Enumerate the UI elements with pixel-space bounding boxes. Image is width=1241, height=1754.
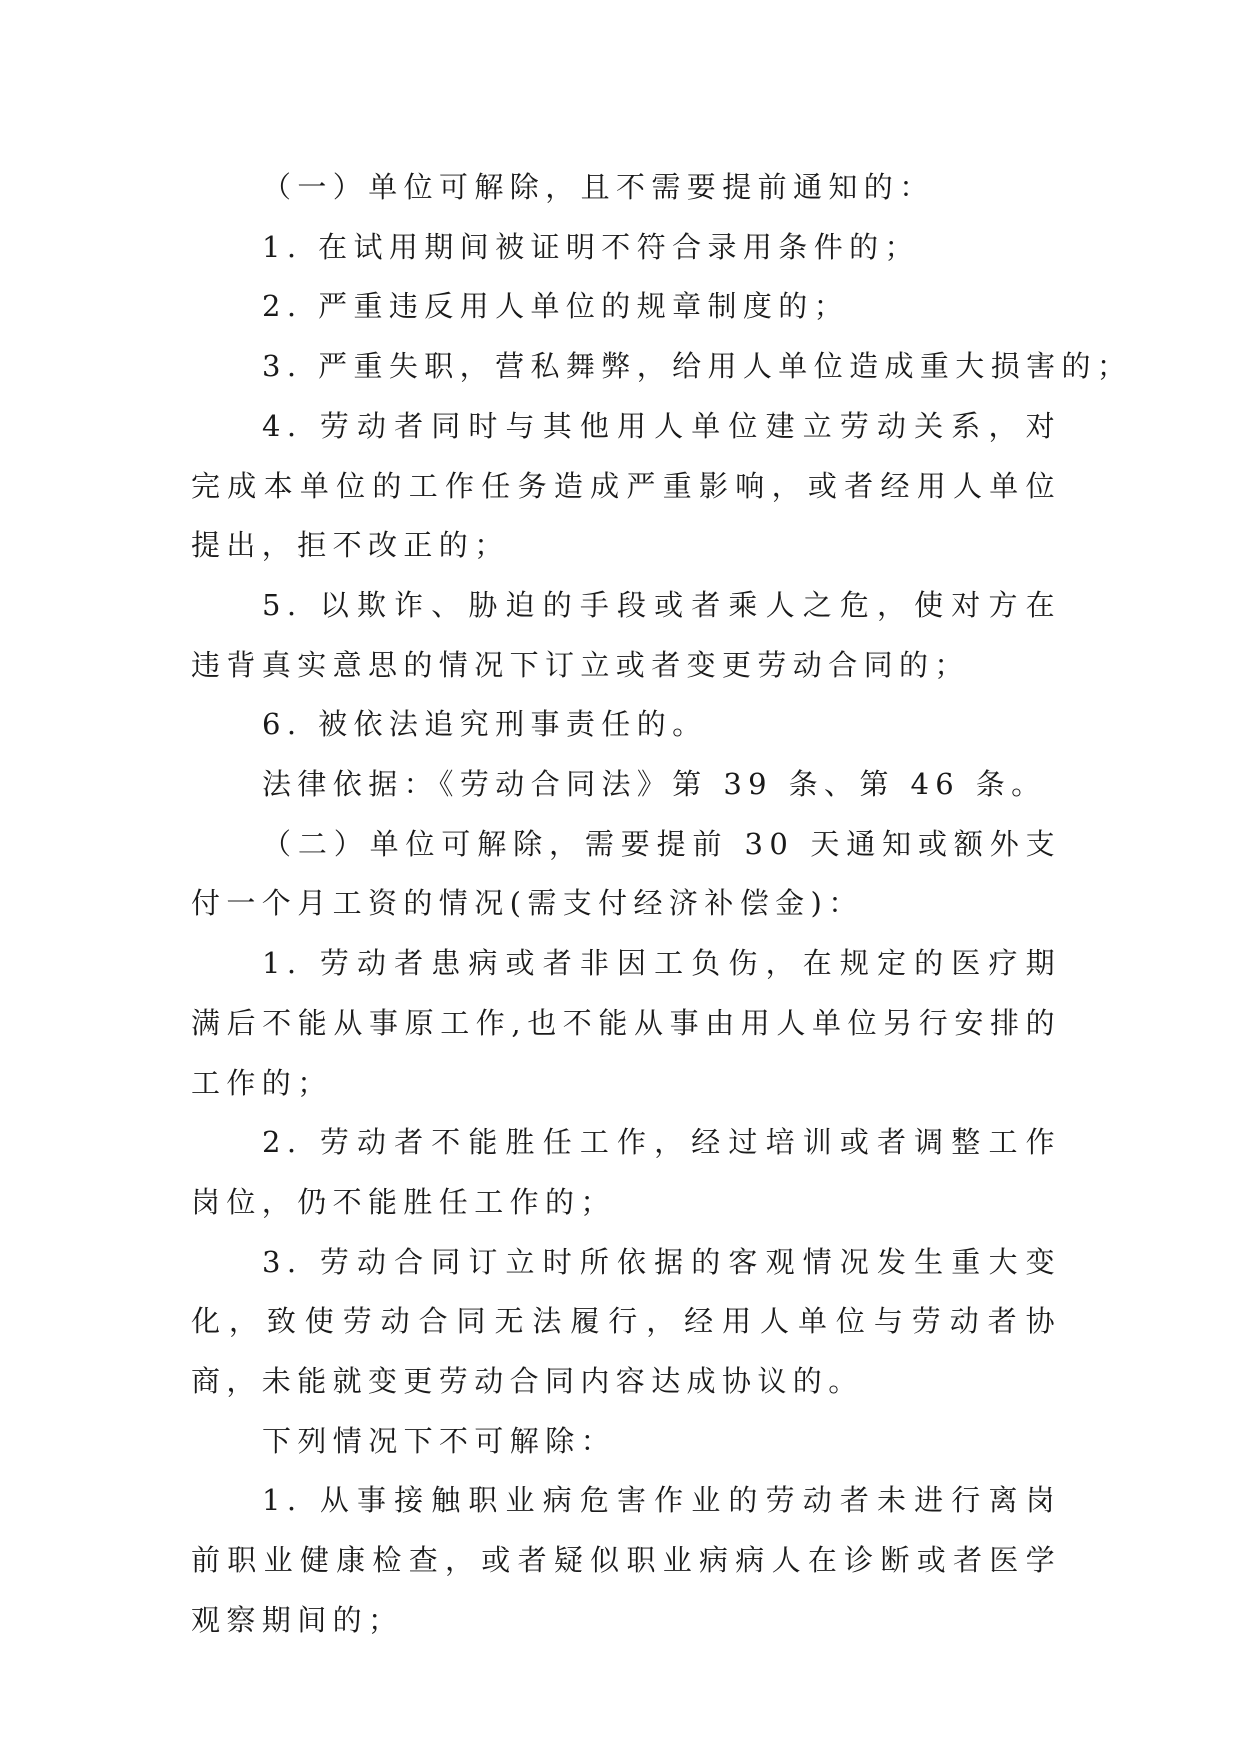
list-item: 4. 劳动者同时与其他用人单位建立劳动关系，对完成本单位的工作任务造成严重影响，或者经用人单位提出，拒不改正的；: [191, 408, 1061, 563]
list-item: 3. 严重失职，营私舞弊，给用人单位造成重大损害的；: [262, 349, 1133, 384]
legal-basis: 法律依据：《劳动合同法》第 39 条、第 46 条。: [262, 767, 1047, 802]
list-item: 1. 从事接触职业病危害作业的劳动者未进行离岗前职业健康检查，或者疑似职业病病人在诊断或者医学观察期间的；: [191, 1483, 1061, 1637]
list-item: 2. 严重违反用人单位的规章制度的；: [262, 289, 850, 324]
list-item: 3. 劳动合同订立时所依据的客观情况发生重大变化，致使劳动合同无法履行，经用人单位与劳动者协商，未能就变更劳动合同内容达成协议的。: [191, 1244, 1061, 1399]
section-heading-1: （一）单位可解除，且不需要提前通知的：: [262, 170, 935, 204]
list-item: 5. 以欺诈、胁迫的手段或者乘人之危，使对方在违背真实意思的情况下订立或者变更劳动合同的；: [191, 587, 1061, 682]
list-item: 2. 劳动者不能胜任工作，经过培训或者调整工作岗位，仍不能胜任工作的；: [191, 1125, 1061, 1219]
list-item: 1. 在试用期间被证明不符合录用条件的；: [262, 229, 920, 264]
list-item: 6. 被依法追究刑事责任的。: [262, 707, 708, 742]
section-heading-2: （二）单位可解除，需要提前 30 天通知或额外支付一个月工资的情况(需支付经济补偿金)：: [191, 826, 1061, 921]
section-heading-3: 下列情况下不可解除：: [262, 1423, 617, 1458]
list-item: 1. 劳动者患病或者非因工负伤，在规定的医疗期满后不能从事原工作,也不能从事由用人单位另行安排的工作的；: [191, 946, 1061, 1100]
document-body: [191, 158, 1133, 1651]
